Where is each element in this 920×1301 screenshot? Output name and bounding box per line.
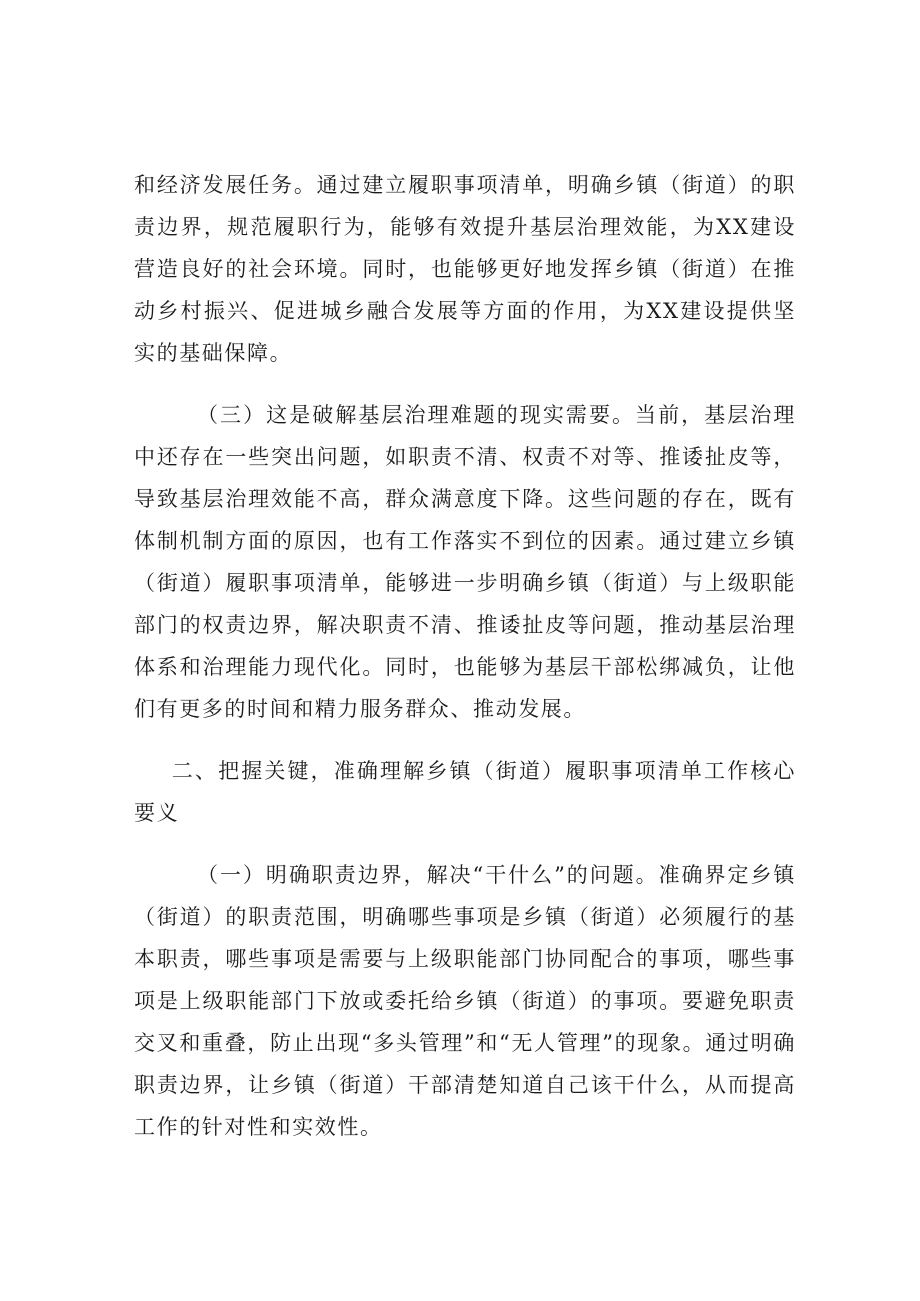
section-heading-2: 二、把握关键，准确理解乡镇（街道）履职事项清单工作核心要义 (134, 759, 796, 825)
document-body (134, 164, 796, 1148)
paragraph-continuation: 和经济发展任务。通过建立履职事项清单，明确乡镇（街道）的职责边界，规范履职行为，能够有效提升基层治理效能，为XX建设营造良好的社会环境。同时，也能够更好地发挥乡镇（街道）在推动乡村振兴、促进城乡融合发展等方面的作用，为XX建设提供坚实的基础保障。 (134, 173, 796, 365)
paragraph-subsection-3: （三）这是破解基层治理难题的现实需要。当前，基层治理中还存在一些突出问题，如职责不清、权责不对等、推诿扯皮等，导致基层治理效能不高，群众满意度下降。这些问题的存在，既有体制机制方面的原因，也有工作落实不到位的因素。通过建立乡镇（街道）履职事项清单，能够进一步明确乡镇（街道）与上级职能部门的权责边界，解决职责不清、推诿扯皮等问题，推动基层治理体系和治理能力现代化。同时，也能够为基层干部松绑减负，让他们有更多的时间和精力服务群众、推动发展。 (134, 403, 796, 721)
paragraph-subsection-1: （一）明确职责边界，解决“干什么”的问题。准确界定乡镇（街道）的职责范围，明确哪些事项是乡镇（街道）必须履行的基本职责，哪些事项是需要与上级职能部门协同配合的事项，哪些事项是上级职能部门下放或委托给乡镇（街道）的事项。要避免职责交叉和重叠，防止出现“多头管理”和“无人管理”的现象。通过明确职责边界，让乡镇（街道）干部清楚知道自己该干什么，从而提高工作的针对性和实效性。 (134, 863, 796, 1139)
